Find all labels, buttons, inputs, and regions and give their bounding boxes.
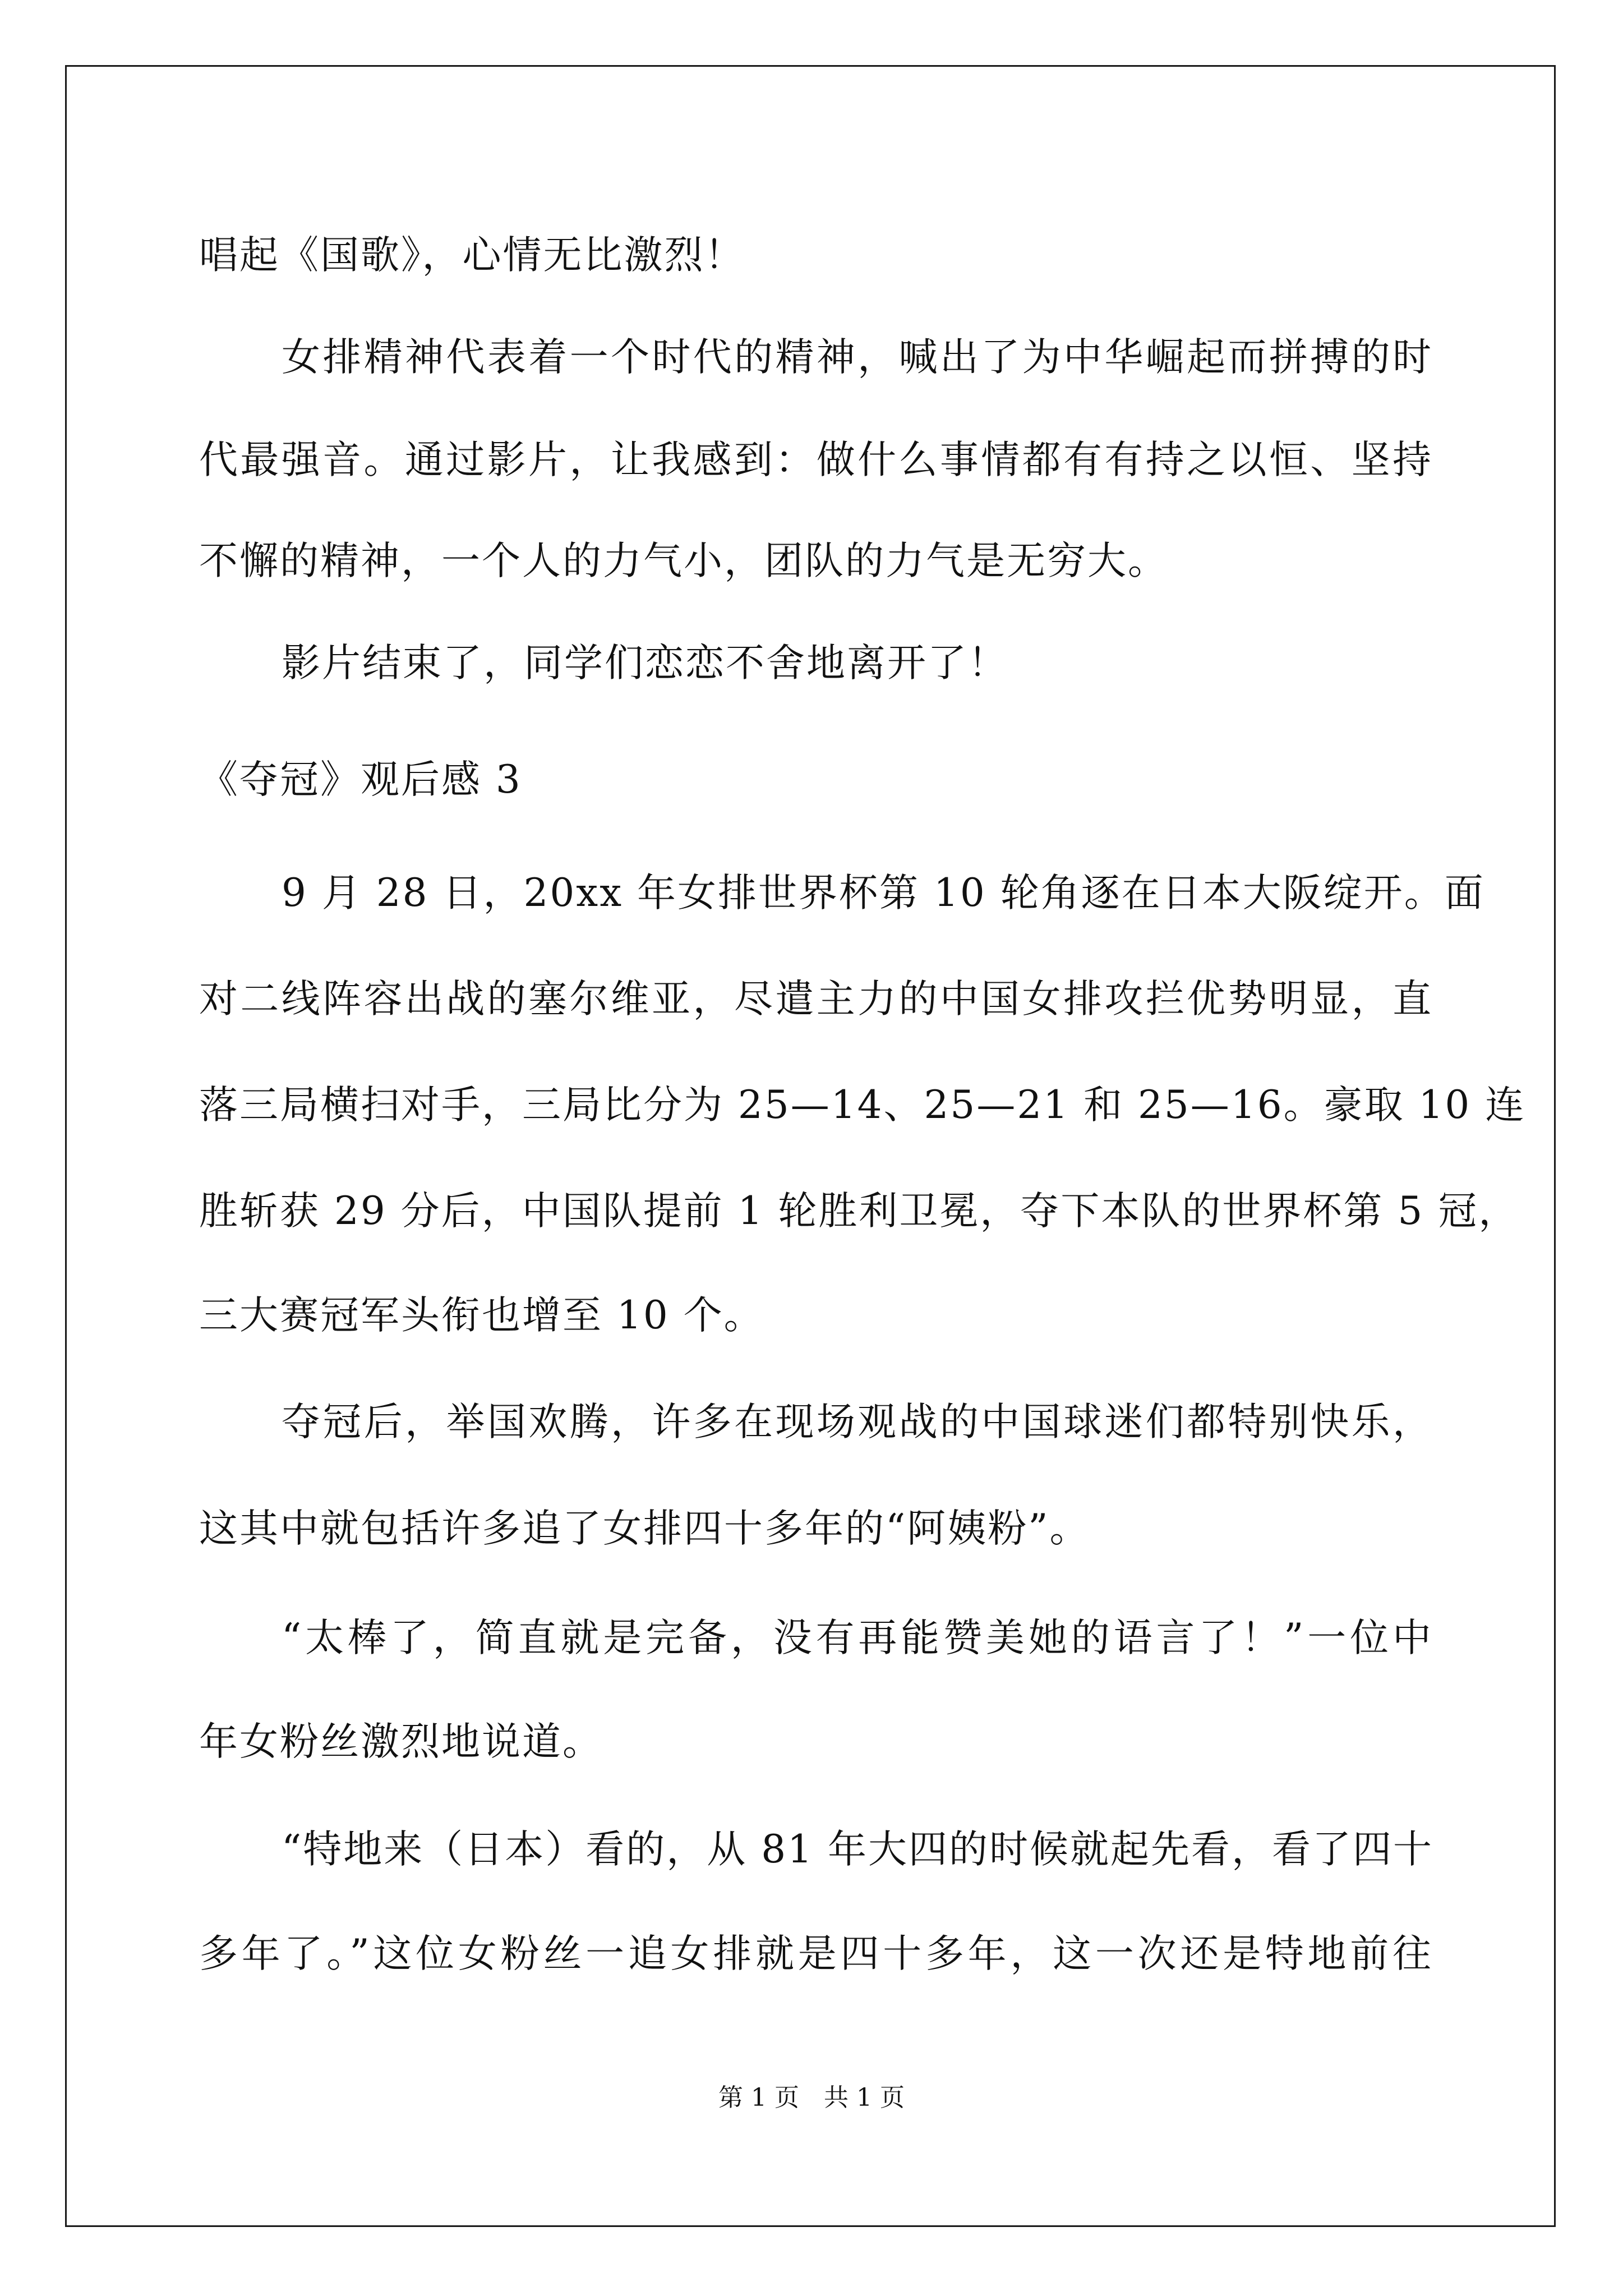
paragraph-first-line: 9 月 28 日，20xx 年女排世界杯第 10 轮角逐在日本大阪绽开。面 [282,871,1485,915]
page-number-footer: 第 1 页 共 1 页 [718,2083,905,2112]
text-line: 对二线阵容出战的塞尔维亚，尽遣主力的中国女排攻拦优势明显，直 [199,977,1433,1022]
paragraph-first-line: 女排精神代表着一个时代的精神，喊出了为中华崛起而拼搏的时 [282,335,1433,380]
text-line: 唱起《国歌》，心情无比激烈！ [199,233,745,278]
paragraph-first-line: 夺冠后，举国欢腾，许多在现场观战的中国球迷们都特别快乐， [282,1400,1433,1444]
paragraph-first-line: “太棒了，简直就是完备，没有再能赞美她的语言了！”一位中 [282,1616,1433,1660]
section-heading: 《夺冠》观后感 3 [199,757,522,802]
paragraph-first-line: “特地来（日本）看的，从 81 年大四的时候就起先看，看了四十 [282,1827,1433,1872]
text-line: 代最强音。通过影片，让我感到：做什么事情都有有持之以恒、坚持 [199,438,1433,482]
text-line: 这其中就包括许多追了女排四十多年的“阿姨粉”。 [199,1506,1090,1551]
text-line: 多年了。”这位女粉丝一追女排就是四十多年，这一次还是特地前往 [199,1931,1433,1976]
text-line: 年女粉丝激烈地说道。 [199,1719,603,1764]
text-line: 三大赛冠军头衔也增至 10 个。 [199,1293,764,1338]
paragraph-first-line: 影片结束了，同学们恋恋不舍地离开了！ [282,641,1008,685]
text-line: 落三局横扫对手，三局比分为 25—14、25—21 和 25—16。豪取 10 连 [199,1083,1526,1128]
text-line: 不懈的精神，一个人的力气小，团队的力气是无穷大。 [199,539,1168,583]
text-line: 胜斩获 29 分后，中国队提前 1 轮胜利卫冕，夺下本队的世界杯第 5 冠， [199,1189,1519,1234]
